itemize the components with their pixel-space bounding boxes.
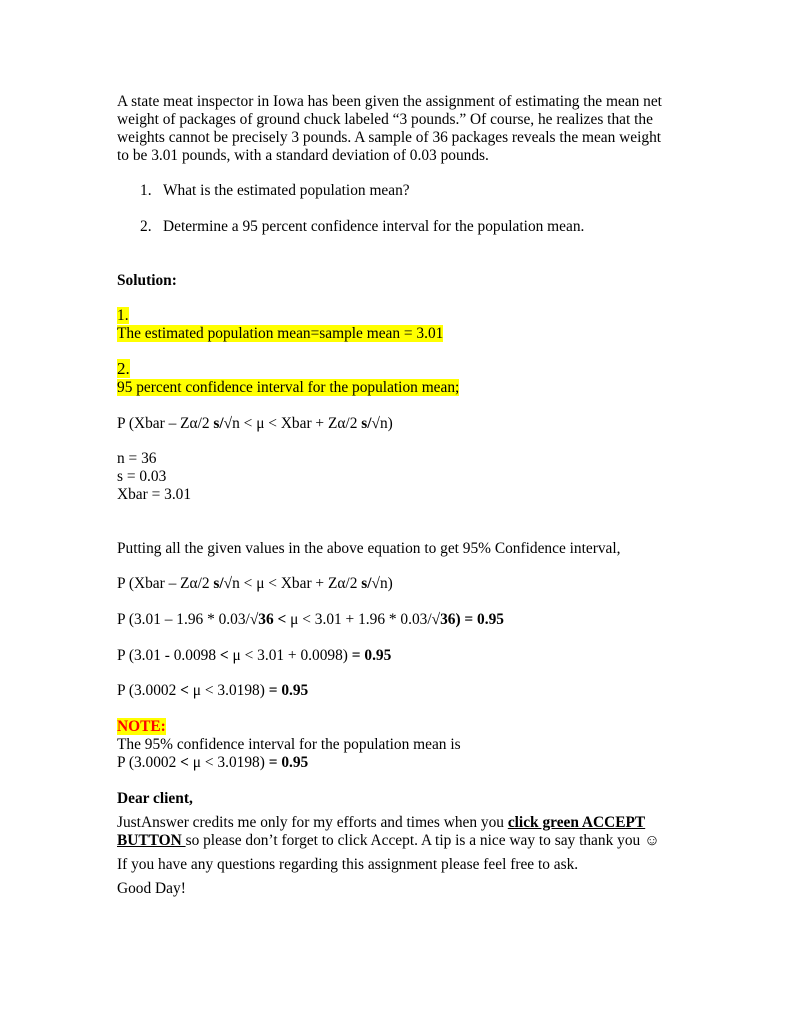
question-text: What is the estimated population mean? [163, 182, 410, 199]
closing-paragraph-1-line-1: JustAnswer credits me only for my efforts and times when you click green ACCEPT [117, 814, 646, 831]
ci-step-1: P (3.01 – 1.96 * 0.03/√36 < μ < 3.01 + 1.96 * 0.03/√36) = 0.95 [117, 611, 504, 628]
question-number: 1. [140, 182, 152, 199]
solution-heading: Solution: [117, 272, 177, 289]
given-n: n = 36 [117, 450, 157, 467]
accept-button-link-cont[interactable]: BUTTON [117, 832, 186, 849]
smiley-icon: ☺ [644, 832, 660, 849]
closing-paragraph-3: Good Day! [117, 880, 186, 897]
problem-line: A state meat inspector in Iowa has been given the assignment of estimating the mean net [117, 93, 662, 110]
ci-formula-repeat: P (Xbar – Zα/2 s/√n < μ < Xbar + Zα/2 s/√n) [117, 575, 393, 592]
question-text: Determine a 95 percent confidence interval for the population mean. [163, 218, 585, 235]
accept-button-link[interactable]: click green ACCEPT [507, 814, 646, 831]
problem-line: to be 3.01 pounds, with a standard deviation of 0.03 pounds. [117, 147, 489, 164]
problem-line: weight of packages of ground chuck labeled “3 pounds.” Of course, he realizes that the [117, 111, 653, 128]
ci-formula: P (Xbar – Zα/2 s/√n < μ < Xbar + Zα/2 s/√n) [117, 415, 393, 432]
note-label: NOTE: [117, 718, 166, 735]
ci-step-3: P (3.0002 < μ < 3.0198) = 0.95 [117, 682, 309, 699]
closing-paragraph-1-line-2: BUTTON so please don’t forget to click Accept. A tip is a nice way to say thank you ☺ [117, 832, 660, 849]
closing-paragraph-2: If you have any questions regarding this assignment please feel free to ask. [117, 856, 579, 873]
part1-answer: The estimated population mean=sample mean = 3.01 [117, 325, 444, 342]
note-text: The 95% confidence interval for the population mean is [117, 736, 461, 753]
question-number: 2. [140, 218, 152, 235]
part2-number: 2. [117, 359, 130, 378]
given-xbar: Xbar = 3.01 [117, 486, 192, 503]
putting-text: Putting all the given values in the above equation to get 95% Confidence interval, [117, 540, 621, 557]
closing-greeting: Dear client, [117, 790, 193, 807]
given-s: s = 0.03 [117, 468, 167, 485]
part2-heading: 95 percent confidence interval for the population mean; [117, 379, 460, 396]
note-interval: P (3.0002 < μ < 3.0198) = 0.95 [117, 754, 309, 771]
problem-line: weights cannot be precisely 3 pounds. A sample of 36 packages reveals the mean weight [117, 129, 662, 146]
ci-step-2: P (3.01 - 0.0098 < μ < 3.01 + 0.0098) = 0.95 [117, 647, 392, 664]
part1-number: 1. [117, 307, 129, 324]
